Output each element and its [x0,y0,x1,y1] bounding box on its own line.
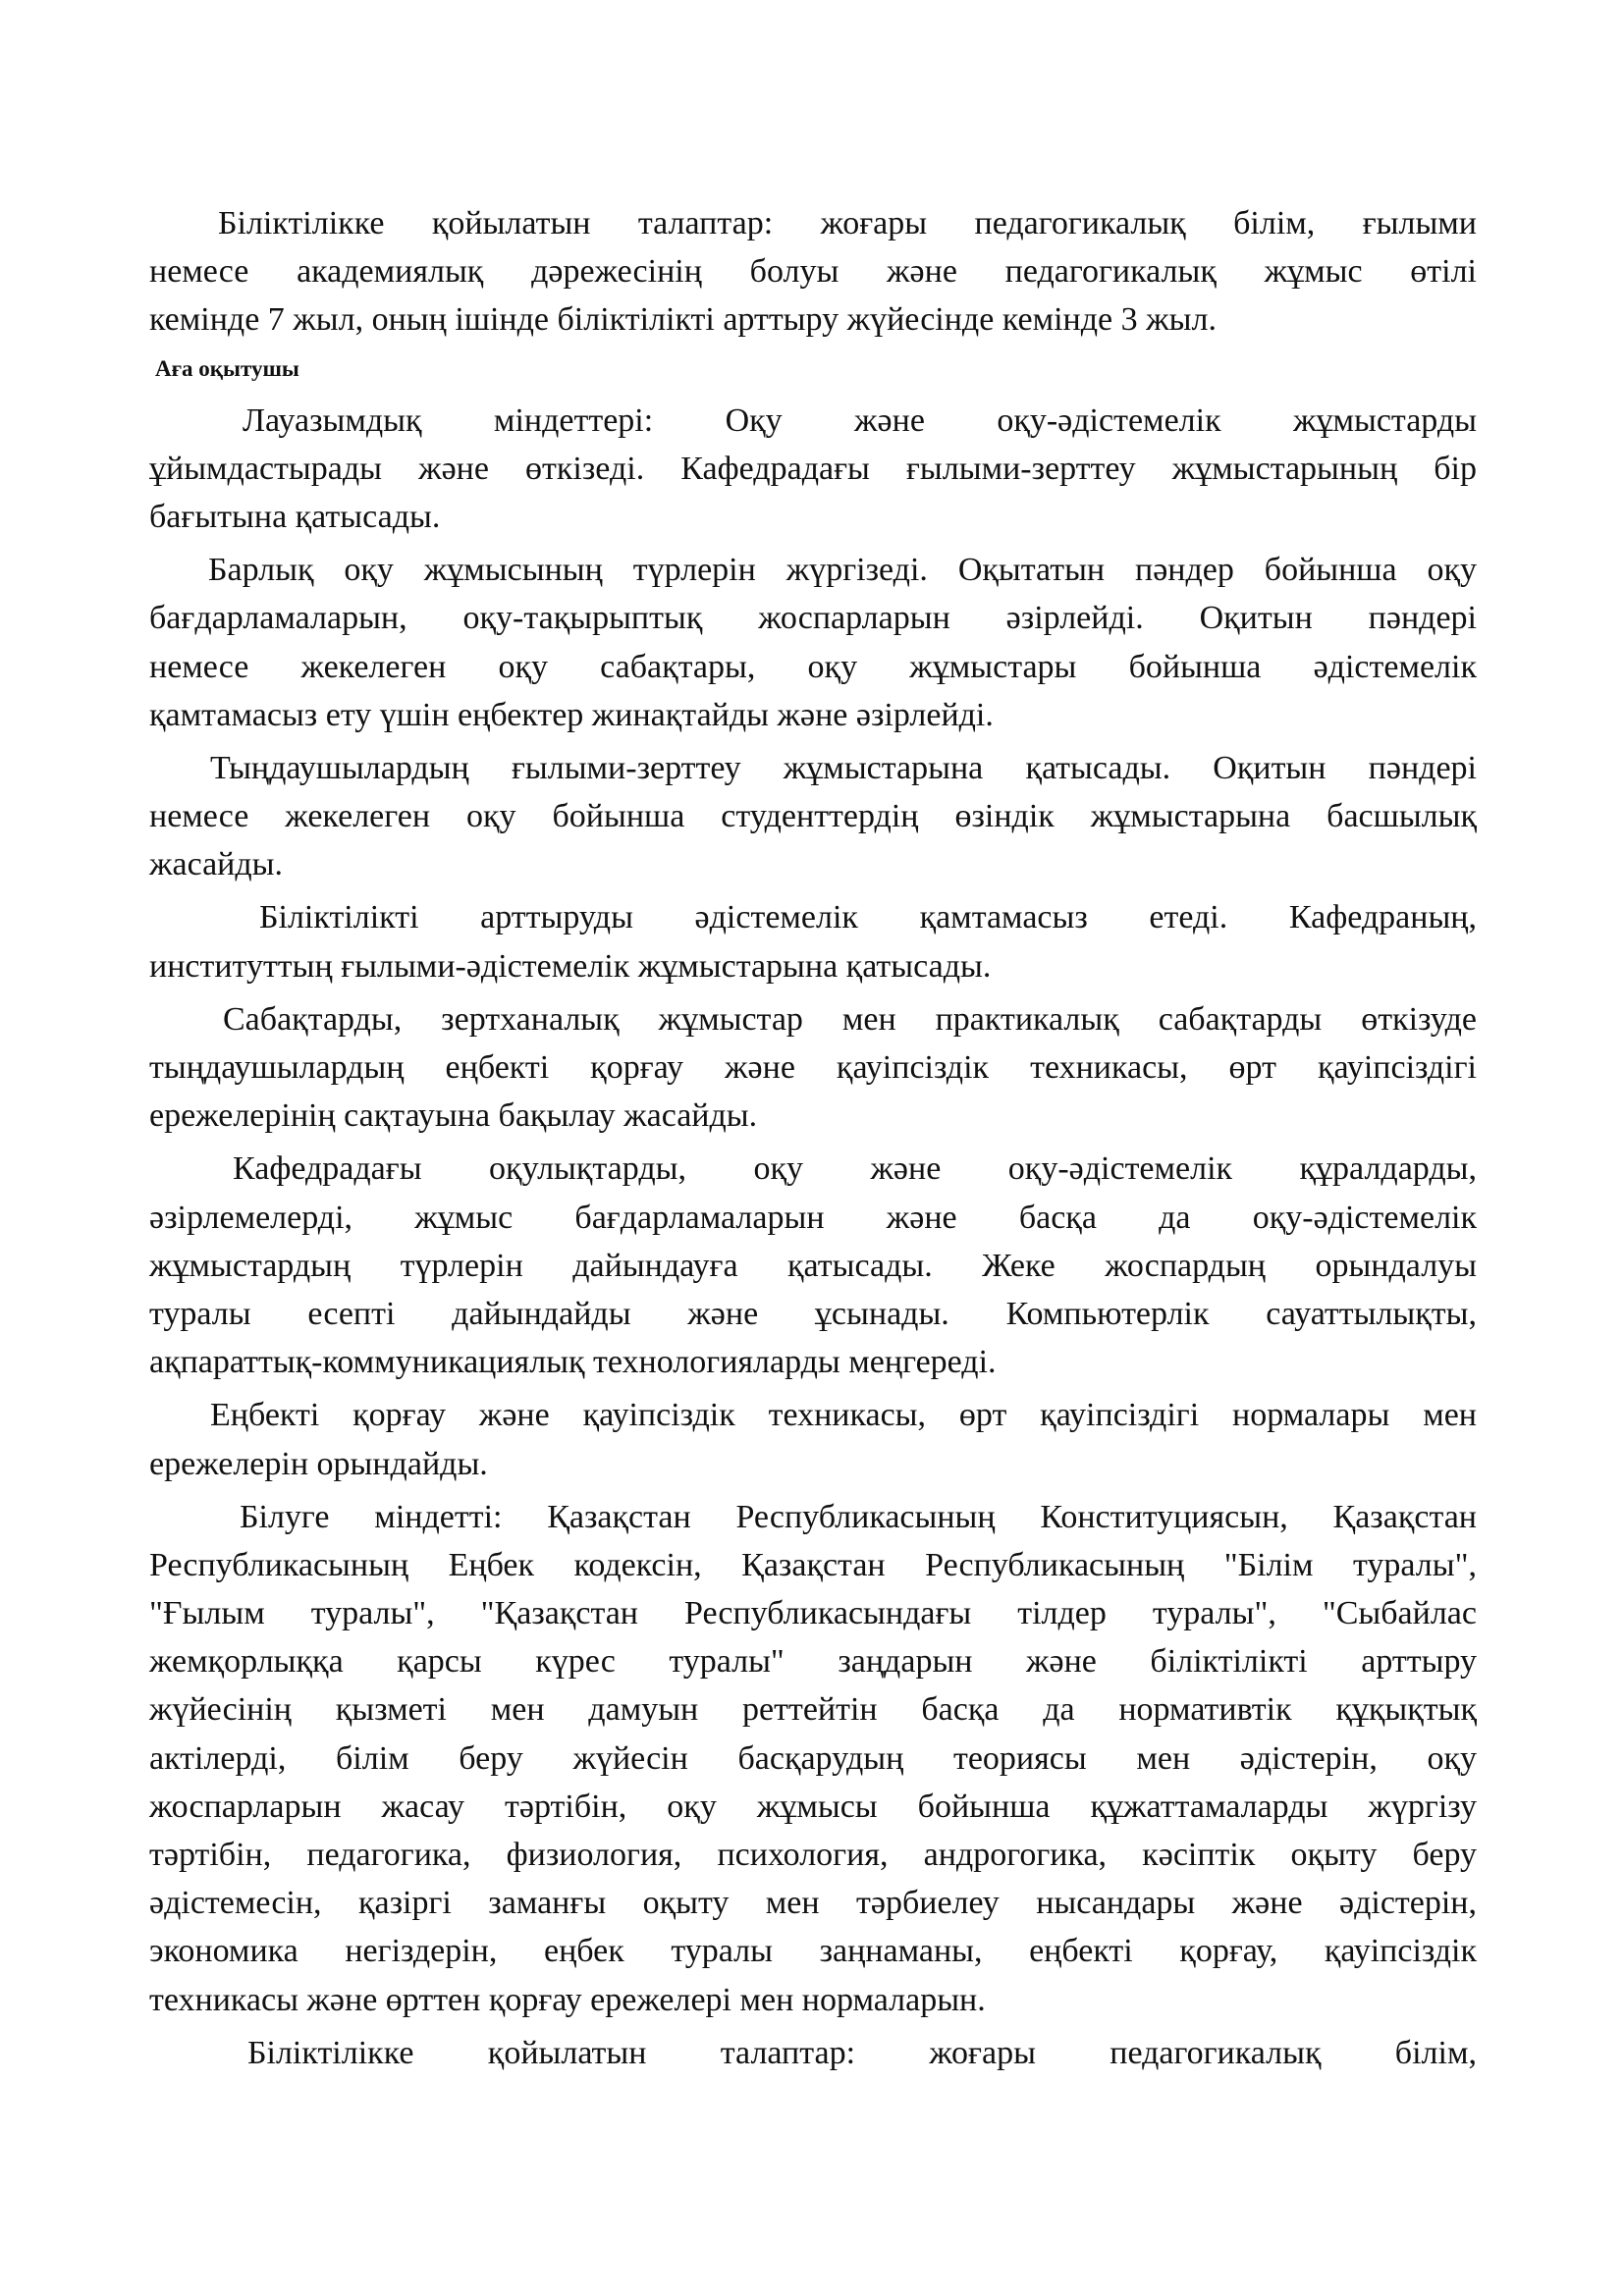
text-line: жоспарларын жасау тəртібін, оқу жұмысы бойынша құжаттамаларды жүргізу [149,1788,1477,1825]
text-line: Республикасының Еңбек кодексін, Қазақстан Республикасының "Білім туралы", [149,1546,1477,1583]
text-line: ережелерін орындайды. [149,1445,488,1482]
text-line: немесе академиялық дəрежесінің болуы жəне педагогикалық жұмыс өтілі [149,253,1477,291]
text-line: Сабақтарды, зертханалық жұмыстар мен практикалық сабақтарды өткізуде [223,1000,1477,1038]
text-line: Кафедрадағы оқулықтарды, оқу жəне оқу-əдістемелік құралдарды, [233,1150,1477,1188]
paragraph [149,744,1477,889]
paragraph [149,1391,1477,1487]
text-line: "Ғылым туралы", "Қазақстан Республикасындағы тілдер туралы", "Сыбайлас [149,1595,1477,1632]
paragraph [149,1145,1477,1386]
text-line: ережелерінің сақтауына бақылау жасайды. [149,1097,758,1135]
text-line: жұмыстардың түрлерін дайындауға қатысады. Жеке жоспардың орындалуы [149,1247,1477,1284]
text-line: əдістемесін, қазіргі заманғы оқыту мен тəрбиелеу нысандары жəне əдістерін, [149,1885,1477,1922]
text-line: кемінде 7 жыл, оның ішінде біліктілікті арттыру жүйесінде кемінде 3 жыл. [149,301,1217,339]
text-line: жемқорлыққа қарсы күрес туралы" заңдарын жəне біліктілікті арттыру [149,1643,1477,1681]
text-line: немесе жекелеген оқу бойынша студенттердің өзіндік жұмыстарына басшылық [149,798,1477,835]
text-line: институттың ғылыми-əдістемелік жұмыстарына қатысады. [149,947,992,985]
text-line: бағдарламаларын, оқу-тақырыптық жоспарларын əзірлейді. Оқитын пəндері [149,600,1477,637]
text-line: жасайды. [149,846,284,883]
text-line: Біліктілікке қойылатын талаптар: жоғары педагогикалық білім, ғылыми [218,205,1477,241]
paragraph [149,199,1477,345]
paragraph [149,2029,1477,2077]
text-line: ұйымдастырады жəне өткізеді. Кафедрадағы ғылыми-зерттеу жұмыстарының бір [149,450,1477,487]
text-line: Біліктілікке қойылатын талаптар: жоғары педагогикалық білім, [247,2034,1477,2071]
paragraph [149,893,1477,989]
paragraph [149,995,1477,1141]
text-line: қамтамасыз ету үшін еңбектер жинақтайды жəне əзірлейді. [149,696,994,733]
paragraph [149,397,1477,542]
paragraph [149,546,1477,739]
text-line: Лауазымдық міндеттері: Оқу жəне оқу-əдістемелік жұмыстарды [243,401,1477,439]
text-line: Біліктілікті арттыруды əдістемелік қамтамасыз етеді. Кафедраның, [259,899,1477,936]
text-line: Барлық оқу жұмысының түрлерін жүргізеді. Оқытатын пəндер бойынша оқу [208,552,1477,589]
text-line: тыңдаушылардың еңбекті қорғау жəне қауіпсіздік техникасы, өрт қауіпсіздігі [149,1049,1477,1086]
text-line: техникасы жəне өрттен қорғау ережелері мен нормаларын. [149,1981,986,2018]
paragraph [149,1493,1477,2024]
text-line: Білуге міндетті: Қазақстан Республикасының Конституциясын, Қазақстан [240,1498,1477,1535]
text-line: ақпараттық-коммуникациялық технологияларды меңгереді. [149,1344,997,1381]
text-line: туралы есепті дайындайды жəне ұсынады. Компьютерлік сауаттылықты, [149,1295,1477,1332]
text-line: əзірлемелерді, жұмыс бағдарламаларын жəне басқа да оқу-əдістемелік [149,1199,1477,1236]
text-line: Еңбекті қорғау жəне қауіпсіздік техникасы, өрт қауіпсіздігі нормалары мен [210,1397,1477,1434]
text-line: актілерді, білім беру жүйесін басқарудың теориясы мен əдістерін, оқу [149,1739,1477,1777]
text-line: экономика негіздерін, еңбек туралы заңнаманы, еңбекті қорғау, қауіпсіздік [149,1933,1477,1970]
document-page [149,199,1477,2082]
text-line: немесе жекелеген оқу сабақтары, оқу жұмыстары бойынша əдістемелік [149,648,1477,685]
text-line: тəртібін, педагогика, физиология, психология, андрогогика, кəсіптік оқыту беру [149,1837,1477,1873]
text-line: бағытына қатысады. [149,498,441,535]
text-line: жүйесінің қызметі мен дамуын реттейтін басқа да нормативтік құқықтық [149,1691,1477,1729]
section-heading: Аға оқытушы [155,355,299,381]
text-line: Тыңдаушылардың ғылыми-зерттеу жұмыстарына қатысады. Оқитын пəндері [210,749,1477,786]
